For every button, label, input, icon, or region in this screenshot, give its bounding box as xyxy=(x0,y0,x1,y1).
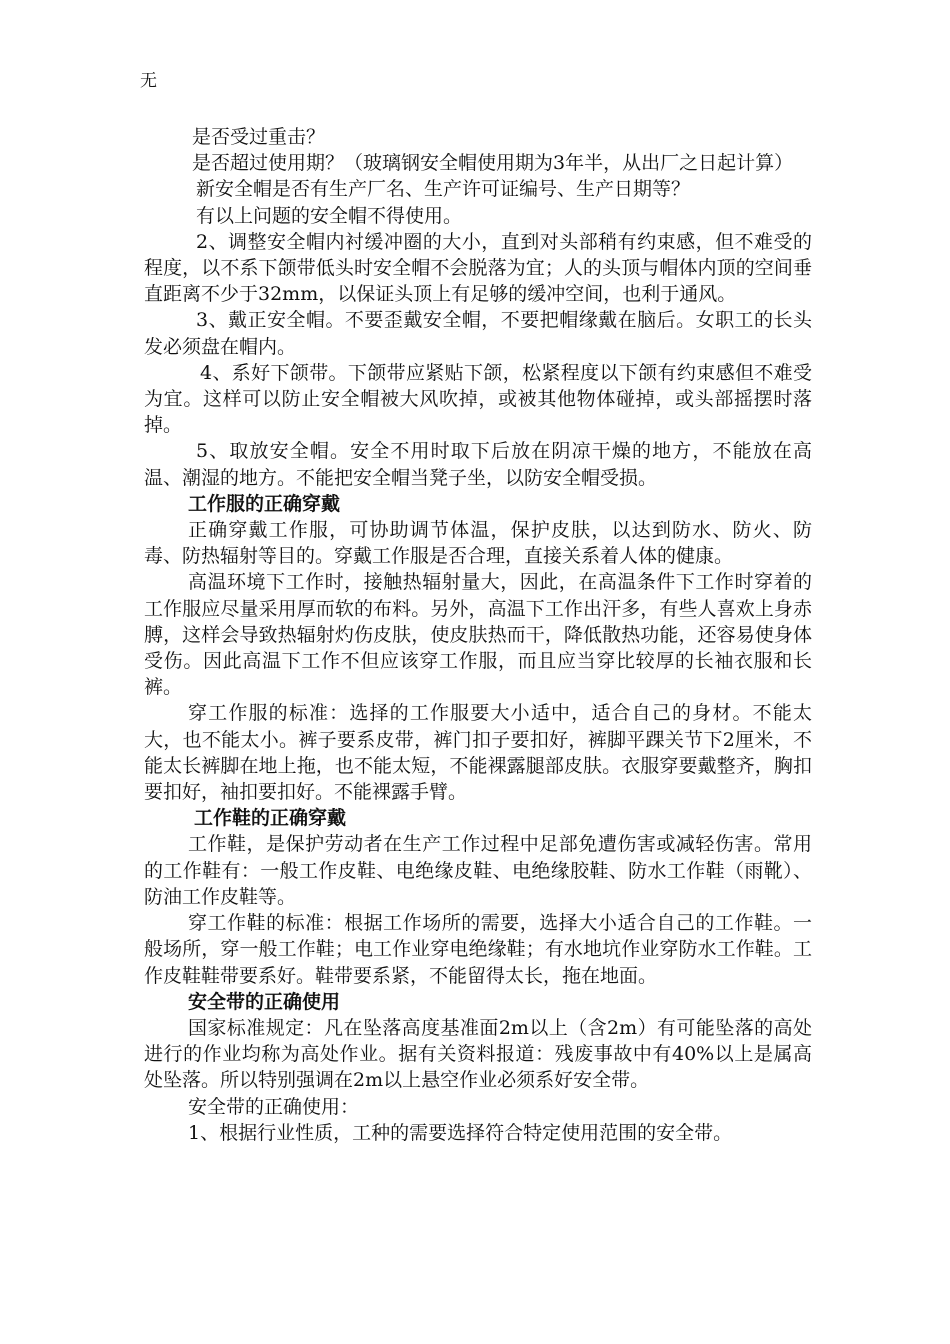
paragraph: 正确穿戴工作服，可协助调节体温，保护皮肤，以达到防水、防火、防毒、防热辐射等目的。穿戴工作服是否合理，直接关系着人体的健康。 xyxy=(144,519,812,568)
paragraph: 穿工作鞋的标准：根据工作场所的需要，选择大小适合自己的工作鞋。一般场所，穿一般工作鞋；电工作业穿电绝缘鞋；有水地坑作业穿防水工作鞋。工作皮鞋鞋带要系好。鞋带要系紧，不能留得太长，拖在地面。 xyxy=(144,912,812,987)
paragraph: 工作鞋，是保护劳动者在生产工作过程中足部免遭伤害或减轻伤害。常用的工作鞋有：一般工作皮鞋、电绝缘皮鞋、电绝缘胶鞋、防水工作鞋（雨靴）、防油工作皮鞋等。 xyxy=(144,833,812,908)
paragraph: 有以上问题的安全帽不得使用。 xyxy=(196,204,463,227)
document-body xyxy=(144,124,812,1146)
paragraph: 是否受过重击？ xyxy=(192,126,326,148)
page-header-mark: 无 xyxy=(140,71,157,91)
section-heading: 安全带的正确使用 xyxy=(188,990,341,1013)
paragraph: 国家标准规定：凡在坠落高度基准面2m以上（含2m）有可能坠落的高处进行的作业均称为高处作业。据有关资料报道：残废事故中有40%以上是属高处坠落。所以特别强调在2m以上悬空作业必须系好安全带。 xyxy=(144,1016,812,1092)
paragraph: 3、戴正安全帽。不要歪戴安全帽，不要把帽缘戴在脑后。女职工的长头发必须盘在帽内。 xyxy=(144,309,812,358)
paragraph: 安全带的正确使用： xyxy=(188,1095,360,1118)
paragraph: 是否超过使用期？（玻璃钢安全帽使用期为3年半，从出厂之日起计算） xyxy=(192,152,794,175)
section-heading: 工作鞋的正确穿戴 xyxy=(194,807,347,830)
paragraph: 4、系好下颌带。下颌带应紧贴下颌，松紧程度以下颌有约束感但不难受为宜。这样可以防止安全帽被大风吹掉，或被其他物体碰掉，或头部摇摆时落掉。 xyxy=(144,361,812,437)
paragraph: 5、取放安全帽。安全不用时取下后放在阴凉干燥的地方，不能放在高温、潮湿的地方。不能把安全帽当凳子坐，以防安全帽受损。 xyxy=(144,440,812,489)
paragraph: 新安全帽是否有生产厂名、生产许可证编号、生产日期等？ xyxy=(196,178,691,201)
paragraph: 高温环境下工作时，接触热辐射量大，因此，在高温条件下工作时穿着的工作服应尽量采用厚而软的布料。另外，高温下工作出汗多，有些人喜欢上身赤膊，这样会导致热辐射灼伤皮肤，使皮肤热而干，降低散热功能，还容易使身体受伤。因此高温下工作不但应该穿工作服，而且应当穿比较厚的长袖衣服和长裤。 xyxy=(144,571,812,699)
paragraph: 1、根据行业性质，工种的需要选择符合特定使用范围的安全带。 xyxy=(188,1121,733,1144)
section-heading: 工作服的正确穿戴 xyxy=(188,492,341,515)
paragraph: 2、调整安全帽内衬缓冲圈的大小，直到对头部稍有约束感，但不难受的程度，以不系下颌带低头时安全帽不会脱落为宜；人的头顶与帽体内顶的空间垂直距离不少于32mm，以保证头顶上有足够的缓冲空间，也利于通风。 xyxy=(144,230,812,306)
paragraph: 穿工作服的标准：选择的工作服要大小适中，适合自己的身材。不能太大，也不能太小。裤子要系皮带，裤门扣子要扣好，裤脚平踝关节下2厘米，不能太长裤脚在地上拖，也不能太短，不能裸露腿部皮肤。衣服穿要戴整齐，胸扣要扣好，袖扣要扣好。不能裸露手臂。 xyxy=(144,702,812,804)
